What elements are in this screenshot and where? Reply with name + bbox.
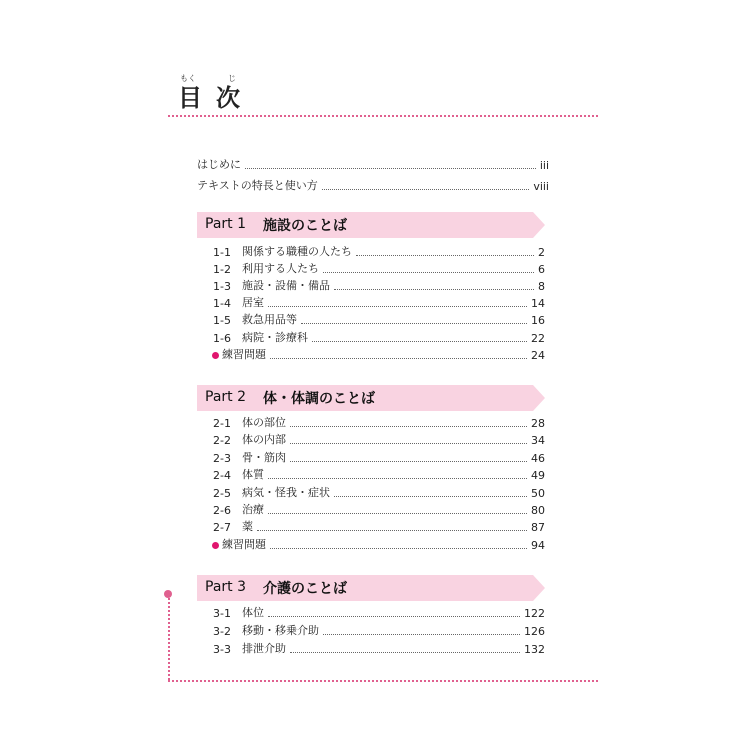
leader-dots <box>290 425 527 427</box>
toc-entry[interactable] <box>213 520 545 534</box>
entry-number: 1-4 <box>213 297 231 310</box>
entry-title: 体の内部 <box>242 433 286 446</box>
leader-dots <box>312 340 527 342</box>
part-label: Part 2 <box>205 389 246 405</box>
part-title: 介護のことば <box>263 581 347 597</box>
part-heading <box>197 212 547 238</box>
title-ruby-2: じ <box>228 74 236 83</box>
part-heading <box>197 385 547 411</box>
entry-page: 28 <box>531 417 545 430</box>
entry-number: 1-3 <box>213 280 231 293</box>
entry-title: 関係する職種の人たち <box>242 245 352 258</box>
entry-number: 2-6 <box>213 504 231 517</box>
entry-page: 80 <box>531 504 545 517</box>
exercise-title: 練習問題 <box>222 538 266 551</box>
leader-dots <box>322 188 530 190</box>
leader-dots <box>290 460 527 462</box>
entry-title: 治療 <box>242 503 264 516</box>
toc-exercise[interactable] <box>212 348 545 362</box>
toc-entry[interactable] <box>213 331 545 345</box>
toc-intro-title: テキストの特長と使い方 <box>197 179 318 192</box>
toc-entry[interactable] <box>213 468 545 482</box>
toc-exercise[interactable] <box>212 538 545 552</box>
entry-number: 2-1 <box>213 417 231 430</box>
part-label: Part 3 <box>205 579 246 595</box>
exercise-page: 24 <box>531 349 545 362</box>
entry-page: 46 <box>531 452 545 465</box>
entry-page: 16 <box>531 314 545 327</box>
frame-side-line <box>168 598 170 680</box>
entry-number: 1-6 <box>213 332 231 345</box>
entry-number: 1-2 <box>213 263 231 276</box>
entry-number: 2-2 <box>213 434 231 447</box>
leader-dots <box>290 442 527 444</box>
toc-entry[interactable] <box>213 606 545 620</box>
toc-entry[interactable] <box>213 262 545 276</box>
entry-number: 1-5 <box>213 314 231 327</box>
entry-number: 3-3 <box>213 643 231 656</box>
leader-dots <box>334 495 527 497</box>
toc-entry[interactable] <box>213 279 545 293</box>
toc-intro-title: はじめに <box>197 158 241 171</box>
entry-number: 1-1 <box>213 246 231 259</box>
entry-page: 126 <box>524 625 545 638</box>
leader-dots <box>270 357 527 359</box>
toc-entry[interactable] <box>213 624 545 638</box>
leader-dots <box>334 288 534 290</box>
entry-title: 体質 <box>242 468 264 481</box>
toc-intro-item[interactable] <box>197 156 549 172</box>
entry-title: 移動・移乗介助 <box>242 624 319 637</box>
entry-page: 132 <box>524 643 545 656</box>
entry-page: 6 <box>538 263 545 276</box>
entry-number: 3-2 <box>213 625 231 638</box>
entry-page: 8 <box>538 280 545 293</box>
entry-title: 骨・筋肉 <box>242 451 286 464</box>
toc-page-number: viii <box>533 180 549 193</box>
entry-title: 体の部位 <box>242 416 286 429</box>
entry-title: 病気・怪我・症状 <box>242 486 330 499</box>
leader-dots <box>323 633 520 635</box>
toc-entry[interactable] <box>213 313 545 327</box>
entry-page: 87 <box>531 521 545 534</box>
entry-number: 2-4 <box>213 469 231 482</box>
title-ruby-1: もく <box>180 74 196 83</box>
entry-title: 救急用品等 <box>242 313 297 326</box>
toc-entry[interactable] <box>213 245 545 259</box>
bullet-dot-icon <box>212 542 219 549</box>
frame-dot <box>164 590 172 598</box>
toc-entry[interactable] <box>213 642 545 656</box>
bullet-dot-icon <box>212 352 219 359</box>
entry-page: 122 <box>524 607 545 620</box>
entry-title: 施設・設備・備品 <box>242 279 330 292</box>
entry-number: 3-1 <box>213 607 231 620</box>
entry-title: 薬 <box>242 520 253 533</box>
exercise-title: 練習問題 <box>222 348 266 361</box>
leader-dots <box>301 322 527 324</box>
part-heading <box>197 575 547 601</box>
entry-page: 2 <box>538 246 545 259</box>
entry-page: 49 <box>531 469 545 482</box>
leader-dots <box>356 254 534 256</box>
title-char-1: 目 <box>178 84 216 112</box>
toc-entry[interactable] <box>213 451 545 465</box>
leader-dots <box>270 547 527 549</box>
entry-number: 2-7 <box>213 521 231 534</box>
toc-entry[interactable] <box>213 433 545 447</box>
entry-title: 居室 <box>242 296 264 309</box>
part-band <box>197 212 547 238</box>
entry-title: 体位 <box>242 606 264 619</box>
part-band <box>197 575 547 601</box>
entry-page: 14 <box>531 297 545 310</box>
leader-dots <box>245 167 536 169</box>
entry-number: 2-5 <box>213 487 231 500</box>
entry-title: 病院・診療科 <box>242 331 308 344</box>
toc-entry[interactable] <box>213 296 545 310</box>
leader-dots <box>290 651 520 653</box>
part-title: 施設のことば <box>263 218 347 234</box>
leader-dots <box>268 305 527 307</box>
toc-entry[interactable] <box>213 486 545 500</box>
leader-dots <box>268 615 520 617</box>
toc-entry[interactable] <box>213 503 545 517</box>
leader-dots <box>268 477 527 479</box>
part-label: Part 1 <box>205 216 246 232</box>
entry-title: 排泄介助 <box>242 642 286 655</box>
title-divider <box>168 115 598 117</box>
page-title <box>178 74 254 112</box>
leader-dots <box>268 512 527 514</box>
title-char-2: 次 <box>216 84 254 112</box>
leader-dots <box>323 271 534 273</box>
toc-page-number: iii <box>539 159 549 172</box>
page-title-row <box>178 74 254 113</box>
frame-bottom-line <box>168 680 598 682</box>
exercise-page: 94 <box>531 539 545 552</box>
part-title: 体・体調のことば <box>263 391 375 407</box>
entry-title: 利用する人たち <box>242 262 319 275</box>
entry-page: 34 <box>531 434 545 447</box>
toc-intro-item[interactable] <box>197 177 549 193</box>
entry-page: 22 <box>531 332 545 345</box>
toc-entry[interactable] <box>213 416 545 430</box>
entry-page: 50 <box>531 487 545 500</box>
leader-dots <box>257 529 527 531</box>
entry-number: 2-3 <box>213 452 231 465</box>
